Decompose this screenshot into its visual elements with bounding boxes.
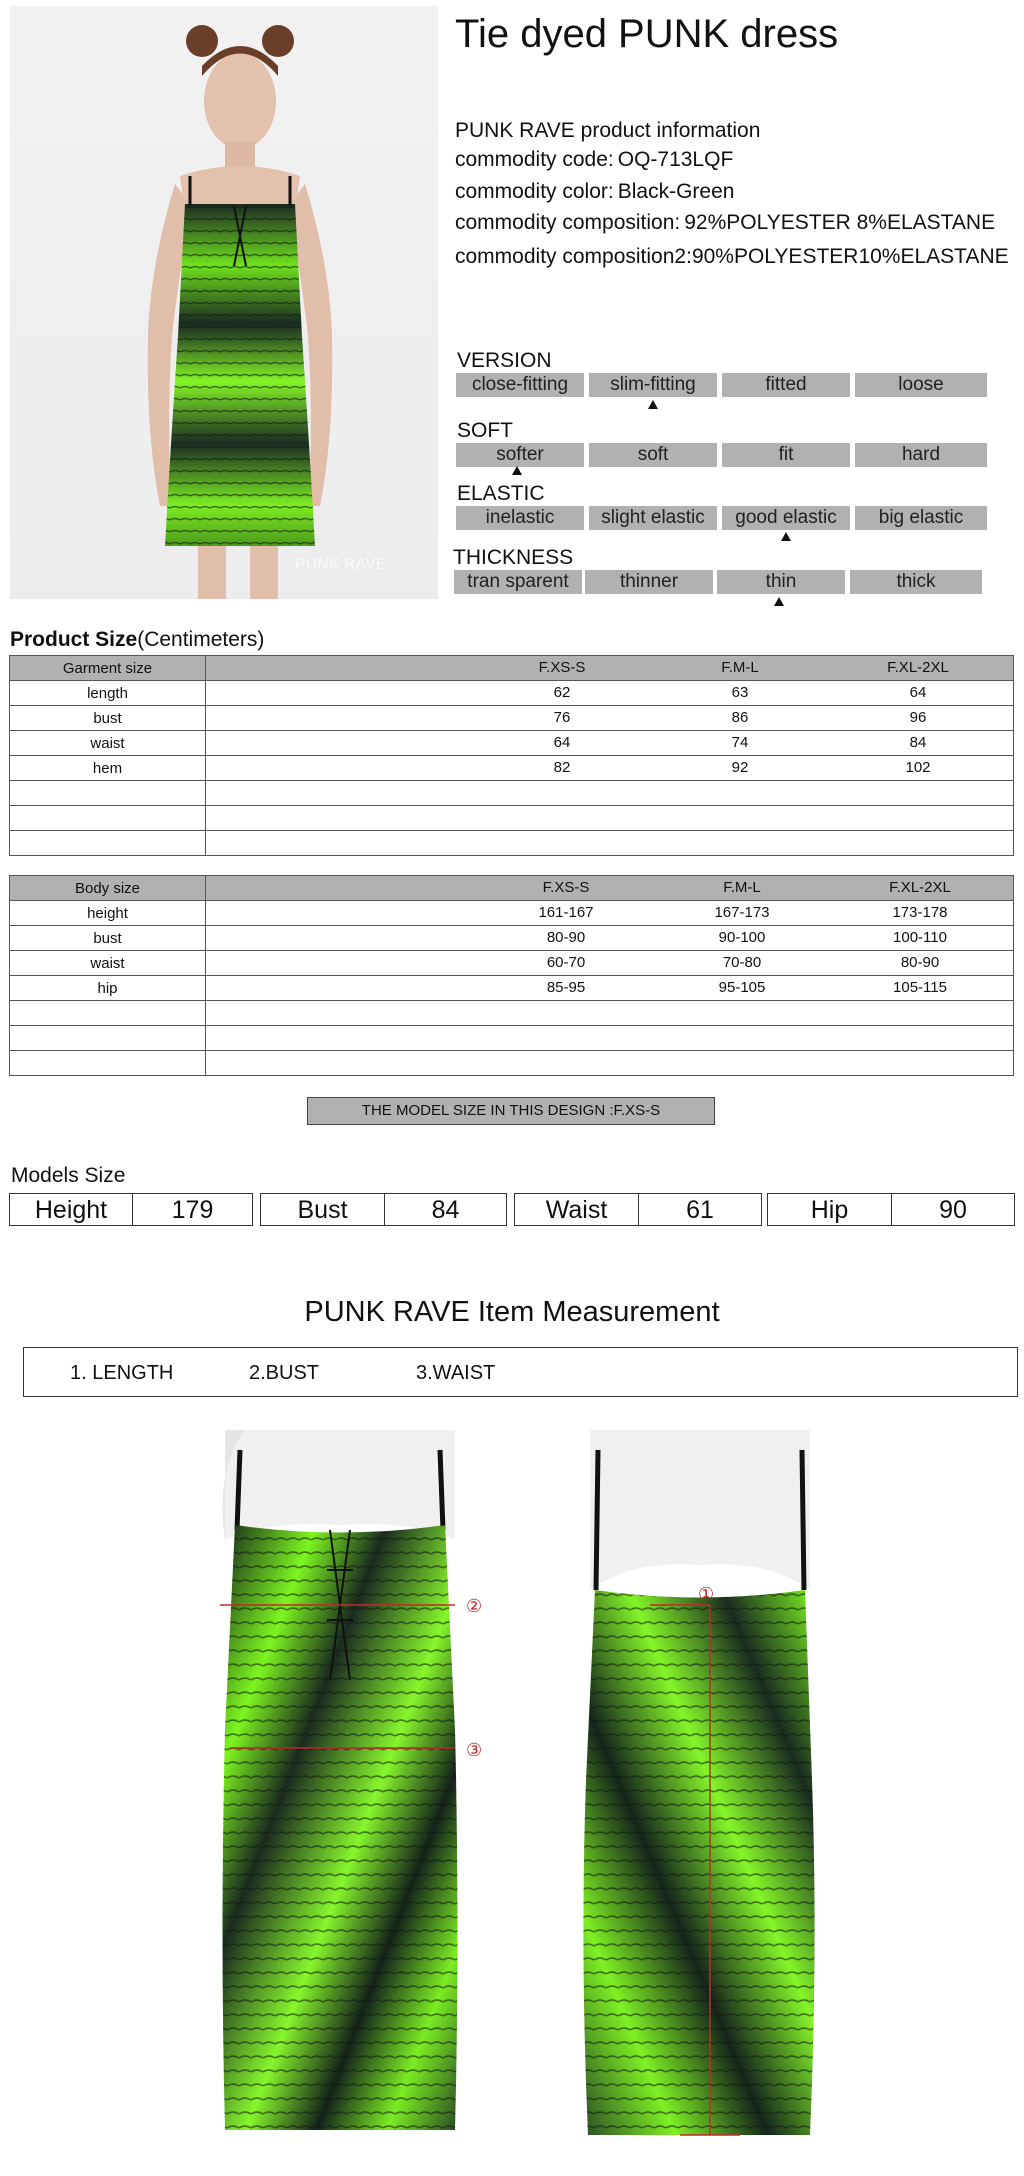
row-label: waist bbox=[10, 951, 206, 976]
soft-label: SOFT bbox=[457, 419, 513, 442]
cell-value: 63 bbox=[731, 684, 749, 701]
table-row bbox=[10, 706, 1014, 731]
table-row bbox=[10, 831, 1014, 856]
comp2-label: commodity composition2: bbox=[455, 245, 692, 268]
measurement-title: PUNK RAVE Item Measurement bbox=[304, 1296, 720, 1328]
dress-front-image bbox=[215, 1430, 465, 2150]
row-label: bust bbox=[10, 706, 206, 731]
row-label: bust bbox=[10, 926, 206, 951]
product-size-unit: (Centimeters) bbox=[137, 628, 265, 651]
model-waist-label: Waist bbox=[514, 1193, 639, 1226]
size-col-header: F.XS-S bbox=[538, 659, 586, 676]
size-col-header: F.M-L bbox=[721, 659, 759, 676]
product-title: Tie dyed PUNK dress bbox=[455, 12, 839, 56]
model-size-note: THE MODEL SIZE IN THIS DESIGN :F.XS-S bbox=[307, 1097, 715, 1125]
measurement-item: 2.BUST bbox=[249, 1362, 320, 1384]
soft-option: soft bbox=[589, 443, 717, 467]
model-waist-value: 61 bbox=[638, 1193, 762, 1226]
elastic-label: ELASTIC bbox=[457, 482, 545, 505]
model-height-label: Height bbox=[9, 1193, 133, 1226]
bust-marker: ② bbox=[466, 1596, 483, 1616]
measurement-item: 1. LENGTH bbox=[70, 1362, 174, 1384]
thickness-option: tran sparent bbox=[454, 570, 582, 594]
cell-value: 167-173 bbox=[714, 904, 770, 921]
cell-value: 85-95 bbox=[546, 979, 586, 996]
cell-value: 64 bbox=[553, 734, 571, 751]
commodity-color bbox=[455, 180, 734, 204]
model-bust-value: 84 bbox=[384, 1193, 507, 1226]
cell-value: 82 bbox=[553, 759, 571, 776]
cell-value: 96 bbox=[909, 709, 927, 726]
version-label: VERSION bbox=[457, 349, 552, 372]
table-row bbox=[10, 681, 1014, 706]
garment-size-header: Garment size bbox=[10, 656, 206, 681]
soft-option: softer bbox=[456, 443, 584, 467]
cell-value: 80-90 bbox=[546, 929, 586, 946]
table-row bbox=[10, 1026, 1014, 1051]
table-header-row bbox=[10, 656, 1014, 681]
comp-label: commodity composition: bbox=[455, 211, 681, 234]
table-row bbox=[10, 806, 1014, 831]
cell-value: 90-100 bbox=[718, 929, 766, 946]
measurement-item: 3.WAIST bbox=[416, 1362, 496, 1384]
cell-value: 100-110 bbox=[893, 929, 947, 946]
elastic-option: big elastic bbox=[855, 506, 987, 530]
selection-arrow-icon bbox=[774, 597, 784, 606]
version-option: close-fitting bbox=[456, 373, 584, 397]
selection-arrow-icon bbox=[781, 532, 791, 541]
thickness-option: thin bbox=[717, 570, 845, 594]
garment-size-table bbox=[9, 655, 1014, 856]
table-row bbox=[10, 1051, 1014, 1076]
version-option: loose bbox=[855, 373, 987, 397]
cell-value: 173-178 bbox=[892, 904, 948, 921]
watermark: PUNK RAVE bbox=[295, 556, 387, 573]
row-label: length bbox=[10, 681, 206, 706]
cell-value: 92 bbox=[731, 759, 749, 776]
code-value: OQ-713LQF bbox=[617, 148, 734, 171]
cell-value: 84 bbox=[909, 734, 927, 751]
cell-value: 70-80 bbox=[722, 954, 762, 971]
cell-value: 80-90 bbox=[900, 954, 940, 971]
table-row bbox=[10, 926, 1014, 951]
model-photo bbox=[10, 6, 438, 599]
cell-value: 161-167 bbox=[538, 904, 594, 921]
table-row bbox=[10, 901, 1014, 926]
size-col-header: F.XL-2XL bbox=[889, 879, 951, 896]
cell-value: 105-115 bbox=[893, 979, 947, 996]
soft-option: fit bbox=[722, 443, 850, 467]
model-hip-label: Hip bbox=[767, 1193, 892, 1226]
size-col-header: F.XL-2XL bbox=[887, 659, 949, 676]
cell-value: 95-105 bbox=[718, 979, 766, 996]
dress-back-image bbox=[570, 1430, 830, 2150]
selection-arrow-icon bbox=[512, 466, 522, 475]
thickness-label: THICKNESS bbox=[453, 546, 574, 569]
thickness-option: thinner bbox=[585, 570, 713, 594]
product-size-label: Product Size bbox=[10, 628, 138, 651]
table-row bbox=[10, 731, 1014, 756]
measurement-legend bbox=[23, 1347, 1018, 1397]
row-label: hip bbox=[10, 976, 206, 1001]
table-row bbox=[10, 976, 1014, 1001]
commodity-code bbox=[455, 148, 733, 172]
version-option: fitted bbox=[722, 373, 850, 397]
cell-value: 64 bbox=[909, 684, 927, 701]
length-marker: ① bbox=[698, 1584, 715, 1604]
thickness-option: thick bbox=[850, 570, 982, 594]
table-row bbox=[10, 756, 1014, 781]
elastic-option: good elastic bbox=[722, 506, 850, 530]
size-col-header: F.XS-S bbox=[542, 879, 590, 896]
commodity-composition bbox=[455, 211, 995, 235]
row-label: hem bbox=[10, 756, 206, 781]
cell-value: 86 bbox=[731, 709, 749, 726]
comp-value: 92%POLYESTER 8%ELASTANE bbox=[684, 211, 996, 234]
color-label: commodity color: bbox=[455, 180, 614, 203]
cell-value: 60-70 bbox=[546, 954, 586, 971]
waist-marker: ③ bbox=[466, 1740, 483, 1760]
models-size-heading: Models Size bbox=[11, 1164, 126, 1187]
size-col-header: F.M-L bbox=[723, 879, 761, 896]
color-value: Black-Green bbox=[617, 180, 735, 203]
cell-value: 62 bbox=[553, 684, 571, 701]
version-option: slim-fitting bbox=[589, 373, 717, 397]
body-size-table bbox=[9, 875, 1014, 1076]
row-label: waist bbox=[10, 731, 206, 756]
cell-value: 102 bbox=[905, 759, 931, 776]
table-header-row bbox=[10, 876, 1014, 901]
product-size-heading bbox=[10, 628, 264, 652]
table-row bbox=[10, 951, 1014, 976]
table-row bbox=[10, 781, 1014, 806]
model-hip-value: 90 bbox=[891, 1193, 1015, 1226]
info-heading: PUNK RAVE product information bbox=[455, 119, 761, 142]
elastic-option: inelastic bbox=[456, 506, 584, 530]
row-label: height bbox=[10, 901, 206, 926]
table-row bbox=[10, 1001, 1014, 1026]
cell-value: 76 bbox=[553, 709, 571, 726]
model-height-value: 179 bbox=[132, 1193, 253, 1226]
elastic-option: slight elastic bbox=[589, 506, 717, 530]
selection-arrow-icon bbox=[648, 400, 658, 409]
soft-option: hard bbox=[855, 443, 987, 467]
code-label: commodity code: bbox=[455, 148, 614, 171]
cell-value: 74 bbox=[731, 734, 749, 751]
comp2-value: 90%POLYESTER10%ELASTANE bbox=[691, 245, 1009, 268]
body-size-header: Body size bbox=[10, 876, 206, 901]
model-bust-label: Bust bbox=[260, 1193, 385, 1226]
commodity-composition2 bbox=[455, 245, 1009, 269]
